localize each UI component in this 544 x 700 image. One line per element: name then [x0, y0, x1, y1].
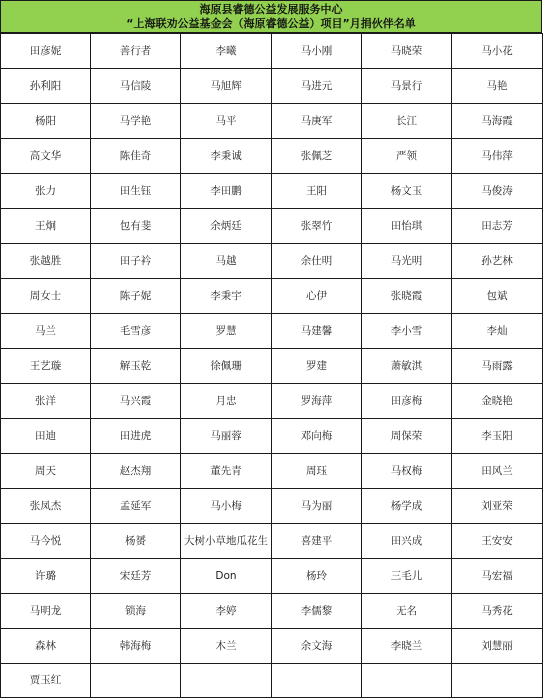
donor-name-cell: 马明龙	[1, 594, 91, 629]
donor-name-cell: 木兰	[181, 629, 272, 664]
donor-name-cell: 田进虎	[91, 419, 181, 454]
table-row	[1, 244, 543, 279]
donor-name-cell: 贾玉红	[1, 664, 91, 698]
donor-name-cell: 张佩芝	[272, 139, 362, 174]
donor-name-cell: 田生钰	[91, 174, 181, 209]
donor-name-cell: 马丽蓉	[181, 419, 272, 454]
donor-name-cell: 无名	[362, 594, 452, 629]
donor-name-cell: 高文华	[1, 139, 91, 174]
donor-name-cell: 马兴霞	[91, 384, 181, 419]
donor-name-cell: 刘亚荣	[452, 489, 543, 524]
donor-name-cell: 田怡琪	[362, 209, 452, 244]
donor-name-cell: 张洋	[1, 384, 91, 419]
donor-table	[0, 33, 543, 698]
donor-name-cell: 马旭辉	[181, 69, 272, 104]
donor-name-cell: 马宏福	[452, 559, 543, 594]
donor-name-cell: 杨玲	[272, 559, 362, 594]
donor-name-cell: 萧敏淇	[362, 349, 452, 384]
donor-name-cell: 李灿	[452, 314, 543, 349]
donor-name-cell: 杨赟	[91, 524, 181, 559]
donor-name-cell: 马庚军	[272, 104, 362, 139]
donor-name-cell: 马俊涛	[452, 174, 543, 209]
donor-name-cell	[362, 664, 452, 698]
donor-name-cell: 李晓兰	[362, 629, 452, 664]
donor-name-cell: 田志芳	[452, 209, 543, 244]
donor-name-cell	[91, 664, 181, 698]
donor-name-cell: 刘慧丽	[452, 629, 543, 664]
donor-name-cell: 许璐	[1, 559, 91, 594]
donor-name-cell: 马海霞	[452, 104, 543, 139]
donor-name-cell: 森林	[1, 629, 91, 664]
donor-name-cell: 王安安	[452, 524, 543, 559]
table-row	[1, 664, 543, 698]
table-row	[1, 419, 543, 454]
donor-name-cell: 李秉诚	[181, 139, 272, 174]
donor-name-cell: 马越	[181, 244, 272, 279]
donor-name-cell: 周天	[1, 454, 91, 489]
donor-name-cell: 张翠竹	[272, 209, 362, 244]
donor-name-cell: 余仕明	[272, 244, 362, 279]
donor-name-cell: 李秉宇	[181, 279, 272, 314]
donor-name-cell: 马秀花	[452, 594, 543, 629]
donor-name-cell: 心伊	[272, 279, 362, 314]
donor-name-cell: 喜建平	[272, 524, 362, 559]
donor-name-cell: 大树小草地瓜花生	[181, 524, 272, 559]
donor-name-cell: 孙利阳	[1, 69, 91, 104]
donor-name-cell: 包有斐	[91, 209, 181, 244]
donor-name-cell: 王艺璇	[1, 349, 91, 384]
table-row	[1, 524, 543, 559]
donor-name-cell: 罗海萍	[272, 384, 362, 419]
donor-name-cell: 马艳	[452, 69, 543, 104]
table-row	[1, 454, 543, 489]
donor-name-cell: 毛雪彦	[91, 314, 181, 349]
donor-name-cell: 李田鹏	[181, 174, 272, 209]
donor-name-cell: 马进元	[272, 69, 362, 104]
donor-name-cell: 田兴成	[362, 524, 452, 559]
organization-title: 海原县睿德公益发展服务中心	[199, 2, 343, 16]
donor-name-cell: 张越胜	[1, 244, 91, 279]
donor-name-cell: 马今悦	[1, 524, 91, 559]
donor-name-cell: 马雨露	[452, 349, 543, 384]
donor-name-cell: 马景行	[362, 69, 452, 104]
donor-name-cell: 孟延军	[91, 489, 181, 524]
donor-name-cell: 罗建	[272, 349, 362, 384]
donor-name-cell: 赵杰翔	[91, 454, 181, 489]
donor-name-cell: 田迪	[1, 419, 91, 454]
title-banner	[0, 0, 542, 33]
donor-name-cell: 严领	[362, 139, 452, 174]
donor-name-cell: 马小刚	[272, 34, 362, 69]
donor-name-cell: 马小花	[452, 34, 543, 69]
donor-name-cell: 田彦梅	[362, 384, 452, 419]
donor-name-cell: 罗慧	[181, 314, 272, 349]
donor-name-cell: 解玉乾	[91, 349, 181, 384]
donor-name-cell: 董先青	[181, 454, 272, 489]
table-row	[1, 629, 543, 664]
table-row	[1, 279, 543, 314]
donor-name-cell: 长江	[362, 104, 452, 139]
table-row	[1, 489, 543, 524]
donor-name-cell: 田风兰	[452, 454, 543, 489]
donor-name-cell: 李婷	[181, 594, 272, 629]
donor-name-cell: 锁海	[91, 594, 181, 629]
donor-name-cell: 孙艺林	[452, 244, 543, 279]
donor-name-cell: 杨文玉	[362, 174, 452, 209]
donor-name-cell: 善行者	[91, 34, 181, 69]
donor-name-cell	[181, 664, 272, 698]
table-row	[1, 314, 543, 349]
donor-name-cell: 马晓荣	[362, 34, 452, 69]
donor-name-cell: 田子衿	[91, 244, 181, 279]
donor-name-cell: 李儒黎	[272, 594, 362, 629]
donor-name-cell: 马兰	[1, 314, 91, 349]
donor-name-cell: 三毛儿	[362, 559, 452, 594]
donor-name-cell: 韩海梅	[91, 629, 181, 664]
donor-name-cell: 杨阳	[1, 104, 91, 139]
donor-name-cell: 金晓艳	[452, 384, 543, 419]
donor-name-cell: 马权梅	[362, 454, 452, 489]
donor-name-cell: 田彦妮	[1, 34, 91, 69]
table-row	[1, 559, 543, 594]
donor-name-cell: 张凤杰	[1, 489, 91, 524]
table-row	[1, 209, 543, 244]
donor-name-cell: 马建馨	[272, 314, 362, 349]
donor-name-cell: 马为丽	[272, 489, 362, 524]
donor-name-cell: 王炯	[1, 209, 91, 244]
donor-name-cell: 张力	[1, 174, 91, 209]
donor-name-cell: 张晓霞	[362, 279, 452, 314]
donor-name-cell: 李小雪	[362, 314, 452, 349]
donor-name-cell: 宋廷芳	[91, 559, 181, 594]
donor-name-cell: 余炳廷	[181, 209, 272, 244]
table-row	[1, 34, 543, 69]
donor-name-cell	[452, 664, 543, 698]
donor-name-cell: 周保荣	[362, 419, 452, 454]
donor-name-cell: 马平	[181, 104, 272, 139]
donor-name-cell: 陈佳奇	[91, 139, 181, 174]
donor-name-cell: 杨学成	[362, 489, 452, 524]
table-row	[1, 594, 543, 629]
donor-name-cell: 李曦	[181, 34, 272, 69]
donor-name-cell: 马信陵	[91, 69, 181, 104]
table-row	[1, 69, 543, 104]
donor-name-cell: 马伟萍	[452, 139, 543, 174]
donor-name-cell: 周女士	[1, 279, 91, 314]
donor-name-cell: 李玉阳	[452, 419, 543, 454]
table-row	[1, 104, 543, 139]
table-row	[1, 349, 543, 384]
donor-name-cell: 包斌	[452, 279, 543, 314]
donor-name-cell: 王阳	[272, 174, 362, 209]
donor-name-cell: 马小梅	[181, 489, 272, 524]
donor-name-cell: 周珏	[272, 454, 362, 489]
donor-name-cell: 余文海	[272, 629, 362, 664]
donor-name-cell: 马学艳	[91, 104, 181, 139]
list-title: “上海联劝公益基金会（海原睿德公益）项目”月捐伙伴名单	[126, 16, 416, 30]
donor-table-body	[1, 34, 543, 698]
donor-name-cell: 马光明	[362, 244, 452, 279]
donor-name-cell: 月忠	[181, 384, 272, 419]
table-row	[1, 139, 543, 174]
donor-name-cell: 陈子妮	[91, 279, 181, 314]
table-row	[1, 174, 543, 209]
donor-name-cell: 徐佩珊	[181, 349, 272, 384]
donor-name-cell: Don	[181, 559, 272, 594]
donor-name-cell: 邓向梅	[272, 419, 362, 454]
donor-name-cell	[272, 664, 362, 698]
table-row	[1, 384, 543, 419]
